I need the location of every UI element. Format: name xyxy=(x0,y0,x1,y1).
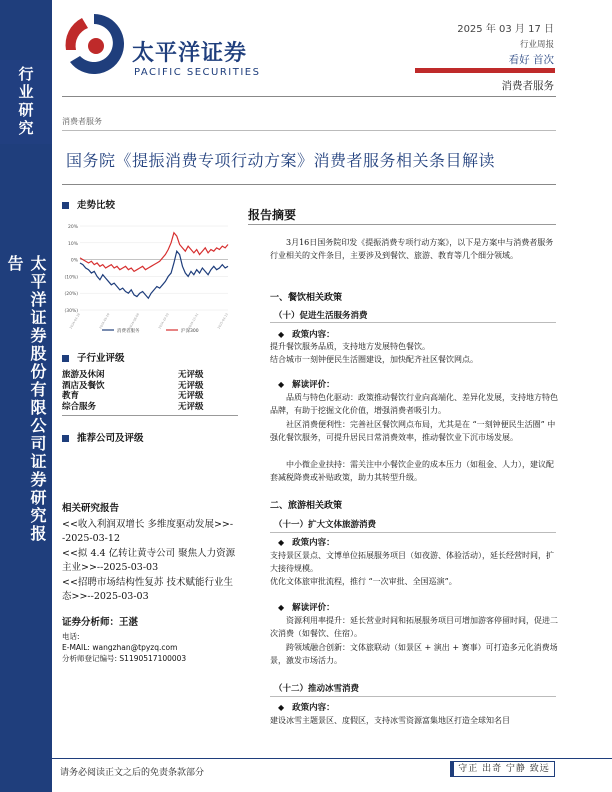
paragraph: 提升餐饮服务品质，支持地方发展特色餐饮。 xyxy=(270,342,430,351)
report-date: 2025 年 03 月 17 日 xyxy=(457,24,554,35)
x-tick-label: 2024-12-31 xyxy=(187,312,200,330)
diamond-bullet-icon: ◆ xyxy=(278,702,285,712)
subsection-divider xyxy=(270,696,556,697)
logo-text-en: PACIFIC SECURITIES xyxy=(134,67,261,78)
subsection-heading: （十一）扩大文体旅游消费 xyxy=(274,520,377,530)
diamond-bullet-icon: ◆ xyxy=(278,379,285,389)
subsection-divider xyxy=(270,532,556,533)
related-reports-title: 相关研究报告 xyxy=(62,503,120,514)
y-tick-label: 0% xyxy=(70,258,78,264)
policy-label: ◆ 政策内容： xyxy=(278,329,335,340)
breadcrumb-divider xyxy=(62,130,556,131)
title-divider xyxy=(62,184,556,185)
y-tick-label: (20%) xyxy=(64,292,78,298)
logo-text-cn: 太平洋证券 xyxy=(132,41,248,66)
abstract-divider xyxy=(248,224,556,225)
analyst-cert: 分析师登记编号: S1190517100003 xyxy=(62,654,187,663)
related-report-link[interactable]: <<收入利润双增长 多维度驱动发展>>--2025-03-12 xyxy=(62,519,234,544)
y-tick-label: (10%) xyxy=(64,275,78,281)
subsection-divider xyxy=(270,322,556,323)
diamond-bullet-icon: ◆ xyxy=(278,329,285,339)
x-tick-label: 2024-03-18 xyxy=(68,312,81,330)
y-tick-label: 10% xyxy=(67,241,78,247)
header-divider xyxy=(62,96,556,97)
section-heading: 二、旅游相关政策 xyxy=(270,501,343,511)
rating-divider xyxy=(62,415,238,416)
paragraph: 社区消费便利性：完善社区餐饮网点布局，尤其是在 “一刻钟便民生活圈” 中强化餐饮服务，可提升居民日常消费效率，推动餐饮业下沉市场发展。 xyxy=(270,420,556,442)
logo xyxy=(62,10,262,90)
diamond-bullet-icon: ◆ xyxy=(278,537,285,547)
diamond-bullet-icon: ◆ xyxy=(278,602,285,612)
analyst-email[interactable]: E-MAIL: wangzhan@tpyzq.com xyxy=(62,643,178,652)
section-heading: 一、餐饮相关政策 xyxy=(270,293,343,303)
subsection-heading: （十二）推动冰雪消费 xyxy=(274,684,360,694)
paragraph: 品质与特色化驱动：政策推动餐饮行业向高端化、差异化发展，支持地方特色品牌，有助于挖掘文化价值，增强消费者吸引力。 xyxy=(270,393,558,415)
evaluation-label: ◆ 解读评价： xyxy=(278,379,335,390)
table-row: 酒店及餐饮 无评级 xyxy=(62,380,204,391)
evaluation-label: ◆ 解读评价： xyxy=(278,602,335,613)
policy-label: ◆ 政策内容： xyxy=(278,702,335,713)
trend-chart xyxy=(62,218,238,342)
footer-disclaimer: 请务必阅读正文之后的免责条款部分 xyxy=(60,768,205,778)
table-row: 教育 无评级 xyxy=(62,391,204,401)
paragraph: 结合城市一刻钟便民生活圈建设，加快配齐社区餐饮网点。 xyxy=(270,355,478,364)
square-bullet-icon xyxy=(62,435,69,442)
report-type: 行业周报 xyxy=(519,40,554,50)
analyst-name: 证券分析师：王湛 xyxy=(62,617,139,628)
sidebar-company: 太平洋证券股份有限公司证券研究报告 xyxy=(5,255,47,543)
sidebar-category: 行业研究 xyxy=(0,60,52,144)
industry-rating: 看好 首次 xyxy=(508,54,554,66)
paragraph: 优化文体旅审批流程，推行 “一次审批、全国巡演”。 xyxy=(270,577,457,586)
paragraph: 跨领域融合创新：文体旅联动（如景区 + 演出 + 赛事）可打造多元化消费场景，激发市场活力。 xyxy=(270,643,558,665)
series-line xyxy=(80,251,228,298)
square-bullet-icon xyxy=(62,355,69,362)
logo-emblem-icon xyxy=(62,10,126,80)
paragraph: 建设冰雪主题景区、度假区，支持冰雪资源富集地区打造全球知名目 xyxy=(270,716,510,725)
legend-label: 沪深300 xyxy=(181,328,199,334)
subsection-heading: （十）促进生活服务消费 xyxy=(274,311,368,321)
series-line xyxy=(80,233,228,272)
related-report-link[interactable]: <<招聘市场结构性复苏 技术赋能行业生态>>--2025-03-03 xyxy=(62,577,233,602)
paragraph: 中小微企业扶持：需关注中小餐饮企业的成本压力（如租金、人力），建议配套减税降费或补贴政策，助力其转型升级。 xyxy=(270,460,554,482)
analyst-phone: 电话: xyxy=(62,632,80,641)
table-row: 综合服务 无评级 xyxy=(62,401,204,412)
recommend-section-title: 推荐公司及评级 xyxy=(62,430,144,444)
related-report-link[interactable]: <<拟 4.4 亿转让黄寺公司 聚焦人力资源主业>>--2025-03-03 xyxy=(62,548,236,573)
y-tick-label: (30%) xyxy=(64,309,78,314)
footer-divider xyxy=(52,758,612,759)
abstract-intro: 3月16日国务院印发《提振消费专项行动方案》，以下是方案中与消费者服务行业相关的文件条目，主要涉及到餐饮、旅游、教育等几个细分领域。 xyxy=(270,238,554,260)
breadcrumb: 消费者服务 xyxy=(62,117,102,126)
rating-table xyxy=(62,370,238,412)
paragraph: 支持景区景点、文博单位拓展服务项目（如夜游、体验活动），延长经营时间，扩大接待规模。 xyxy=(270,551,554,573)
x-tick-label: 2024-10-20 xyxy=(157,312,170,330)
square-bullet-icon xyxy=(62,202,69,209)
paragraph: 资源利用率提升：延长营业时间和拓展服务项目可增加游客停留时间，促进二次消费（如餐饮、住宿）。 xyxy=(270,616,558,638)
industry-rating-title: 子行业评级 xyxy=(62,350,125,364)
header-accent-bar xyxy=(415,68,555,73)
related-reports-list xyxy=(62,518,238,605)
x-tick-label: 2025-03-13 xyxy=(216,312,229,330)
y-tick-label: 20% xyxy=(67,225,78,230)
footer-motto: 守正 出奇 宁静 致远 xyxy=(450,761,555,777)
policy-label: ◆ 政策内容： xyxy=(278,537,335,548)
trend-section-title: 走势比较 xyxy=(62,197,115,211)
x-tick-label: 2024-08-09 xyxy=(127,312,141,330)
abstract-title: 报告摘要 xyxy=(248,208,297,222)
x-tick-label: 2024-05-29 xyxy=(98,312,111,330)
analyst-info xyxy=(62,614,238,664)
table-row: 旅游及休闲 无评级 xyxy=(62,370,204,380)
sector-name: 消费者服务 xyxy=(501,80,554,92)
page-title: 国务院《提振消费专项行动方案》消费者服务相关条目解读 xyxy=(66,151,496,170)
legend-label: 消费者服务 xyxy=(117,328,140,334)
